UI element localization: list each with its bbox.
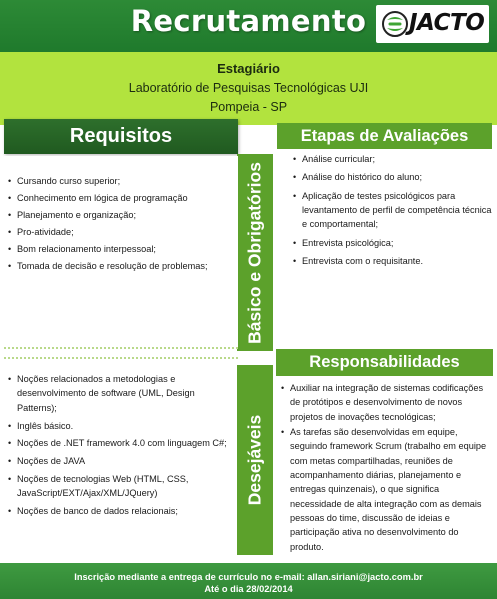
job-info-band xyxy=(0,52,497,125)
desejaveis-side-tab xyxy=(237,365,273,555)
job-location: Pompeia - SP xyxy=(209,100,288,114)
jacto-logo-text: JACTO xyxy=(409,10,485,36)
list-item: • Aplicação de testes psicológicos para levantamento de perfil de competência técnica e comportamental; xyxy=(293,189,493,232)
responsabilidades-panel xyxy=(281,381,493,561)
footer-application-info: Inscrição mediante a entrega de currículo no e-mail: allan.siriani@jacto.com.br xyxy=(74,572,423,582)
etapas-list xyxy=(293,152,493,268)
desejaveis-label: Desejáveis xyxy=(244,414,265,506)
list-item: • Cursando curso superior; xyxy=(8,174,234,188)
desejaveis-list xyxy=(8,372,234,522)
etapas-panel xyxy=(293,152,493,284)
responsabilidades-list xyxy=(281,381,493,554)
list-item: • Noções de .NET framework 4.0 com linguagem C#; xyxy=(8,436,234,450)
etapas-heading: Etapas de Avaliações xyxy=(277,123,492,149)
list-item: • Entrevista psicológica; xyxy=(293,236,493,250)
list-item: • Conhecimento em lógica de programação xyxy=(8,191,234,205)
list-item: • Pro-atividade; xyxy=(8,225,234,239)
job-title: Estagiário xyxy=(217,61,280,76)
desejaveis-panel xyxy=(4,357,238,557)
list-item: • As tarefas são desenvolvidas em equipe, seguindo framework Scrum (trabalho em equipe com metas compartilhadas, reuniões de acompanhamento diárias, planejamento e entregas quinzenais), o que significa necessidade de alta integração com as demais pessoas do time, discussão de ideias e participação ativa no desenvolvimento do produto. xyxy=(281,425,493,554)
responsabilidades-heading: Responsabilidades xyxy=(276,349,493,376)
basico-obrigatorios-label: Básico e Obrigatórios xyxy=(244,161,265,344)
list-item: • Noções relacionados a metodologias e desenvolvimento de software (UML, Design Patterns); xyxy=(8,372,234,415)
requisitos-heading: Requisitos xyxy=(4,119,238,154)
list-item: • Noções de tecnologias Web (HTML, CSS, JavaScript/EXT/Ajax/XML/JQuery) xyxy=(8,472,234,501)
list-item: • Análise curricular; xyxy=(293,152,493,166)
requisitos-panel xyxy=(4,156,238,349)
list-item: • Inglês básico. xyxy=(8,419,234,433)
list-item: • Noções de JAVA xyxy=(8,454,234,468)
job-laboratory: Laboratório de Pesquisas Tecnológicas UJI xyxy=(128,81,369,95)
page-title: Recrutamento xyxy=(130,4,367,38)
list-item: • Bom relacionamento interpessoal; xyxy=(8,242,234,256)
list-item: • Planejamento e organização; xyxy=(8,208,234,222)
list-item: • Tomada de decisão e resolução de problemas; xyxy=(8,259,234,273)
jacto-logo xyxy=(376,5,489,43)
footer-banner xyxy=(0,563,497,599)
jacto-logo-mark-icon xyxy=(381,10,409,38)
list-item: • Noções de banco de dados relacionais; xyxy=(8,504,234,518)
basico-obrigatorios-side-tab xyxy=(237,154,273,351)
footer-deadline: Até o dia 28/02/2014 xyxy=(204,584,293,594)
list-item: • Entrevista com o requisitante. xyxy=(293,254,493,268)
header-banner xyxy=(0,0,497,52)
list-item: • Análise do histórico do aluno; xyxy=(293,170,493,184)
list-item: • Auxiliar na integração de sistemas codificações de protótipos e desenvolvimento de novos projetos de inovações tecnológicas; xyxy=(281,381,493,424)
requisitos-list xyxy=(8,174,234,276)
